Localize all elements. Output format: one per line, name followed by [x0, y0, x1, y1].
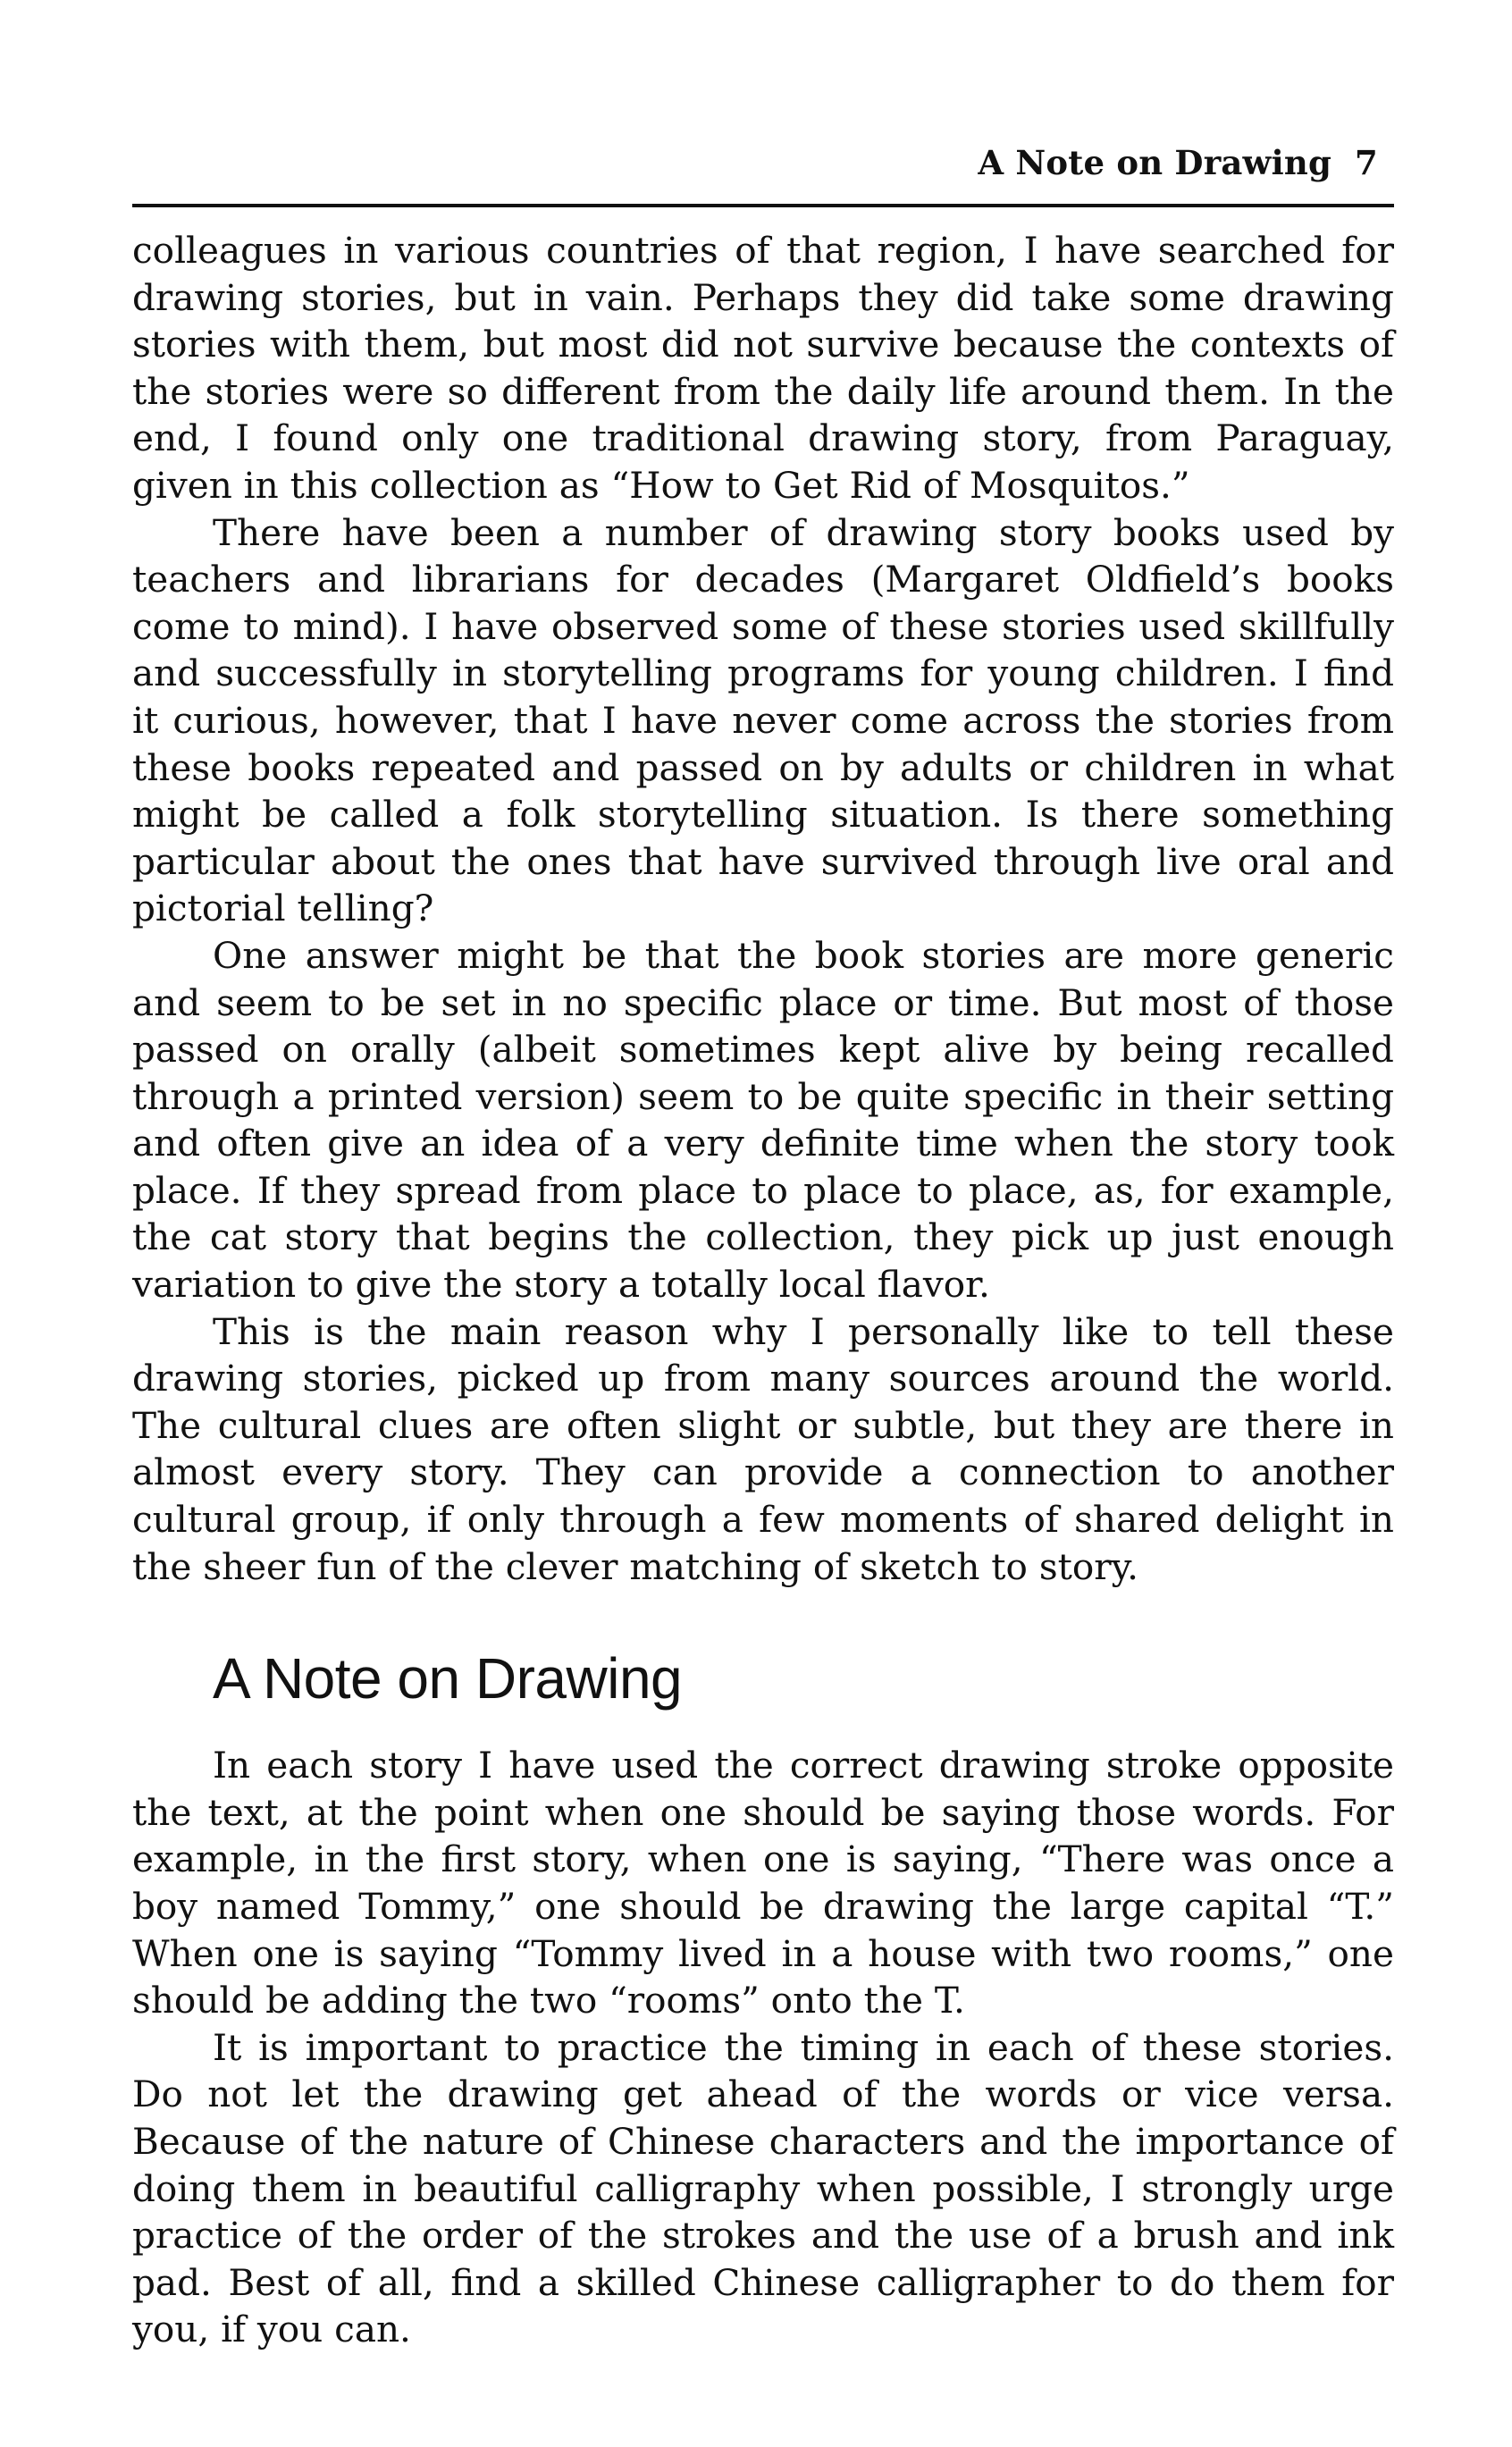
paragraph: This is the main reason why I personally like to tell these drawing stories, picked up from many sources around the world. The cultural clues are often slight or subtle, but they are there in almost every story. They can provide a connection to another cultural group, if only through a few moments of shared delight in the sheer fun of the clever matching of sketch to story.	[132, 1309, 1394, 1588]
section-heading: A Note on Drawing	[213, 1646, 683, 1711]
running-head-text	[978, 143, 1378, 182]
page-number: 7	[1355, 143, 1378, 182]
book-page	[132, 132, 1394, 2353]
paragraph: colleagues in various countries of that region, I have searched for drawing stories, but in vain. Perhaps they did take some drawing stories with them, but most did not survive because the contexts of the stories were so different from the daily life around them. In the end, I found only one traditional drawing story, from Paraguay, given in this collection as “How to Get Rid of Mosquitos.”	[132, 229, 1394, 507]
paragraph: It is important to practice the timing in each of these stories. Do not let the drawing get ahead of the words or vice versa. Because of the nature of Chinese characters and the importance of doing them in beautiful calligraphy when possible, I strongly urge practice of the order of the strokes and the use of a brush and ink pad. Best of all, find a skilled Chinese calligrapher to do them for you, if you can.	[132, 2025, 1394, 2351]
paragraph: One answer might be that the book stories are more generic and seem to be set in no specific place or time. But most of those passed on orally (albeit sometimes kept alive by being recalled through a printed version) seem to be quite specific in their setting and often give an idea of a very definite time when the story took place. If they spread from place to place to place, as, for example, the cat story that begins the collection, they pick up just enough variation to give the story a totally local flavor.	[132, 933, 1394, 1307]
running-head	[132, 132, 1394, 207]
paragraph: There have been a number of drawing story books used by teachers and librarians for decades (Margaret Oldfield’s books come to mind). I have observed some of these stories used skillfully and successfully in storytelling programs for young children. I find it curious, however, that I have never come across the stories from these books repeated and passed on by adults or children in what might be called a folk storytelling situation. Is there something particular about the ones that have survived through live oral and pictorial telling?	[132, 510, 1394, 930]
body-text	[132, 227, 1394, 1590]
paragraph: In each story I have used the correct drawing stroke opposite the text, at the point when one should be saying those words. For example, in the first story, when one is saying, “There was once a boy named Tommy,” one should be drawing the large capital “T.” When one is saying “Tommy lived in a house with two rooms,” one should be adding the two “rooms” onto the T.	[132, 1744, 1394, 2022]
section-body	[132, 1742, 1394, 2353]
running-head-title: A Note on Drawing	[978, 143, 1332, 182]
